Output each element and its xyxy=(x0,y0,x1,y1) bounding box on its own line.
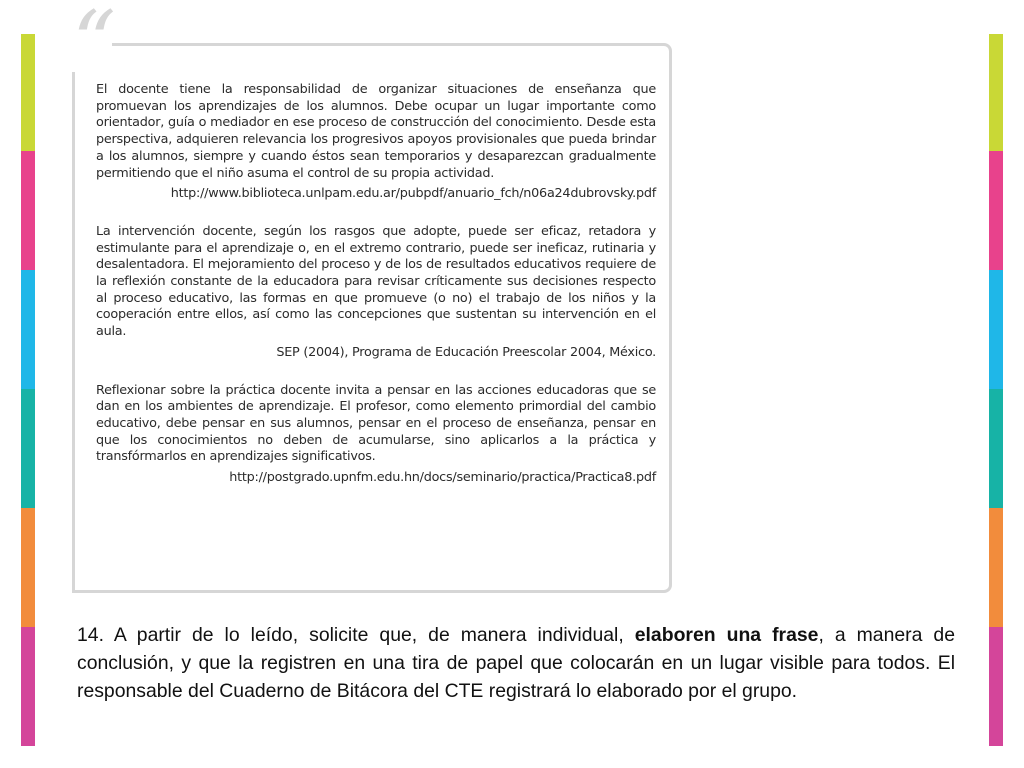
right-color-stripe xyxy=(989,34,1003,746)
reading-excerpts xyxy=(96,82,656,487)
stripe-segment xyxy=(989,151,1003,270)
instruction-emphasis: elaboren una frase xyxy=(634,624,819,646)
stripe-segment xyxy=(989,627,1003,746)
stripe-segment xyxy=(989,270,1003,389)
instruction-text-before: 14. A partir de lo leído, solicite que, de manera individual, xyxy=(77,624,635,646)
excerpt-text: La intervención docente, según los rasgos que adopte, puede ser eficaz, retadora y estimulante para el aprendizaje o, en el extremo contrario, puede ser ineficaz, rutinaria y desalentadora. El mejoramiento del proceso y de los de resultados educativos requiere de la reflexión constante de la educadora para revisar críticamente sus decisiones respecto al proceso educativo, las formas en que promueve (o no) el trabajo de los niños y la cooperación entre ellos, así como las concepciones que sustentan su intervención en el aula. xyxy=(96,223,656,340)
excerpt-block xyxy=(96,224,656,362)
excerpt-source: SEP (2004), Programa de Educación Preescolar 2004, México. xyxy=(276,344,656,360)
stripe-segment xyxy=(989,34,1003,151)
excerpt-block xyxy=(96,383,656,487)
stripe-segment xyxy=(21,508,35,627)
stripe-segment xyxy=(989,389,1003,508)
left-color-stripe xyxy=(21,34,35,746)
stripe-segment xyxy=(21,151,35,270)
excerpt-text: El docente tiene la responsabilidad de organizar situaciones de enseñanza que promuevan los aprendizajes de los alumnos. Debe ocupar un lugar importante como orientador, guía o mediador en ese proceso de construcción del conocimiento. Desde esta perspectiva, adquieren relevancia los progresivos apoyos provisionales que pueda brindar a los alumnos, siempre y cuando éstos sean temporarios y desaparezcan gradualmente permitiendo que el niño asuma el control de su propia actividad. xyxy=(96,82,656,181)
stripe-segment xyxy=(21,34,35,151)
quotation-mark-icon: “ xyxy=(72,0,116,93)
stripe-segment xyxy=(21,389,35,508)
stripe-segment xyxy=(21,627,35,746)
excerpt-source: http://postgrado.upnfm.edu.hn/docs/seminario/practica/Practica8.pdf xyxy=(229,470,656,486)
quote-frame-left-edge xyxy=(72,72,75,593)
stripe-segment xyxy=(21,270,35,389)
excerpt-source: http://www.biblioteca.unlpam.edu.ar/pubpdf/anuario_fch/n06a24dubrovsky.pdf xyxy=(170,186,656,202)
stripe-segment xyxy=(989,508,1003,627)
excerpt-block xyxy=(96,82,656,203)
instruction-text-after: , a manera de conclusión, y que la registren en una tira de papel que colocarán en un lugar visible para todos. El responsable del Cuaderno de Bitácora del CTE registrará lo elaborado por el grupo. xyxy=(77,624,955,702)
instruction-paragraph xyxy=(77,621,955,705)
excerpt-text: Reflexionar sobre la práctica docente invita a pensar en las acciones educadoras que se dan en los ambientes de aprendizaje. El profesor, como elemento primordial del cambio educativo, debe pensar en sus alumnos, pensar en el proceso de enseñanza, pensar en que los conocimientos no deben de acumularse, sino aplicarlos a la práctica y transfórmarlos en aprendizajes significativos. xyxy=(96,382,656,465)
